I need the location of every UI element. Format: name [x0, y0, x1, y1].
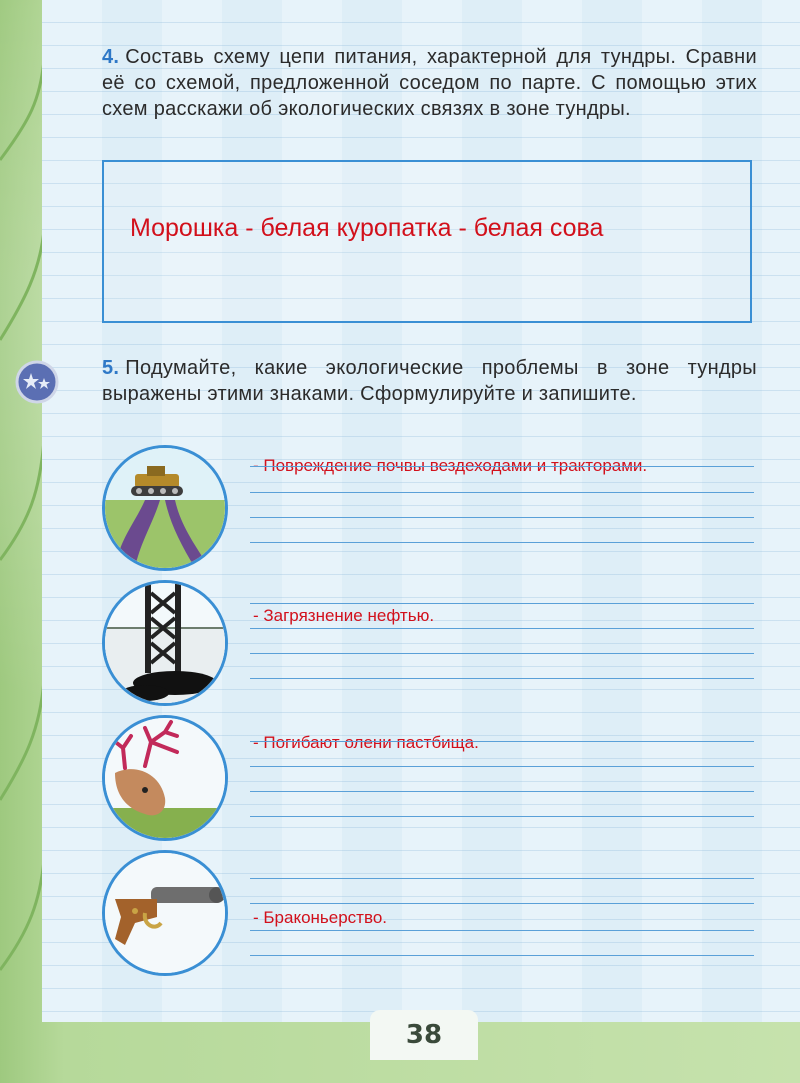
answer-line[interactable] — [250, 741, 754, 742]
answer-line[interactable] — [250, 628, 754, 629]
answer-line[interactable] — [250, 517, 754, 518]
task-4-text: Составь схему цепи питания, характерной для тундры. Сравни её со схемой, предложенной соседом по парте. С помощью этих схем расскажи об экологических связях в зоне тундры. — [102, 46, 757, 120]
tractor-tracks-icon — [102, 445, 228, 571]
answer-line[interactable] — [250, 542, 754, 543]
food-chain-answer: Морошка - белая куропатка - белая сова — [130, 214, 604, 242]
answer-line[interactable] — [250, 903, 754, 904]
answer-box[interactable] — [102, 160, 752, 323]
task-5 — [102, 355, 757, 407]
page-number-text: 38 — [405, 1020, 443, 1050]
answer-line[interactable] — [250, 492, 754, 493]
answer-line[interactable] — [250, 678, 754, 679]
task-4 — [102, 44, 757, 122]
task-5-text: Подумайте, какие экологические проблемы в зоне тундры выражены этими знаками. Сформулируйте и запишите. — [102, 357, 757, 405]
answer-2: - Загрязнение нефтью. — [253, 606, 435, 625]
answer-line[interactable] — [250, 955, 754, 956]
rifle-icon — [102, 850, 228, 976]
task-5-number: 5. — [102, 357, 120, 379]
answer-line[interactable] — [250, 603, 754, 604]
reindeer-icon — [102, 715, 228, 841]
answer-1: - Повреждение почвы вездеходами и тракторами. — [253, 456, 648, 475]
leaf-decoration-icon — [0, 40, 46, 1040]
task-4-number: 4. — [102, 46, 120, 68]
stars-badge-icon — [15, 360, 59, 404]
answer-line[interactable] — [250, 816, 754, 817]
answer-line[interactable] — [250, 466, 754, 467]
answer-3: - Погибают олени пастбища. — [253, 733, 479, 752]
answer-line[interactable] — [250, 653, 754, 654]
oil-derrick-icon — [102, 580, 228, 706]
answer-4: - Браконьерство. — [253, 908, 387, 927]
answer-line[interactable] — [250, 791, 754, 792]
answer-line[interactable] — [250, 766, 754, 767]
answer-line[interactable] — [250, 930, 754, 931]
answer-line[interactable] — [250, 878, 754, 879]
page-number — [370, 1010, 478, 1060]
